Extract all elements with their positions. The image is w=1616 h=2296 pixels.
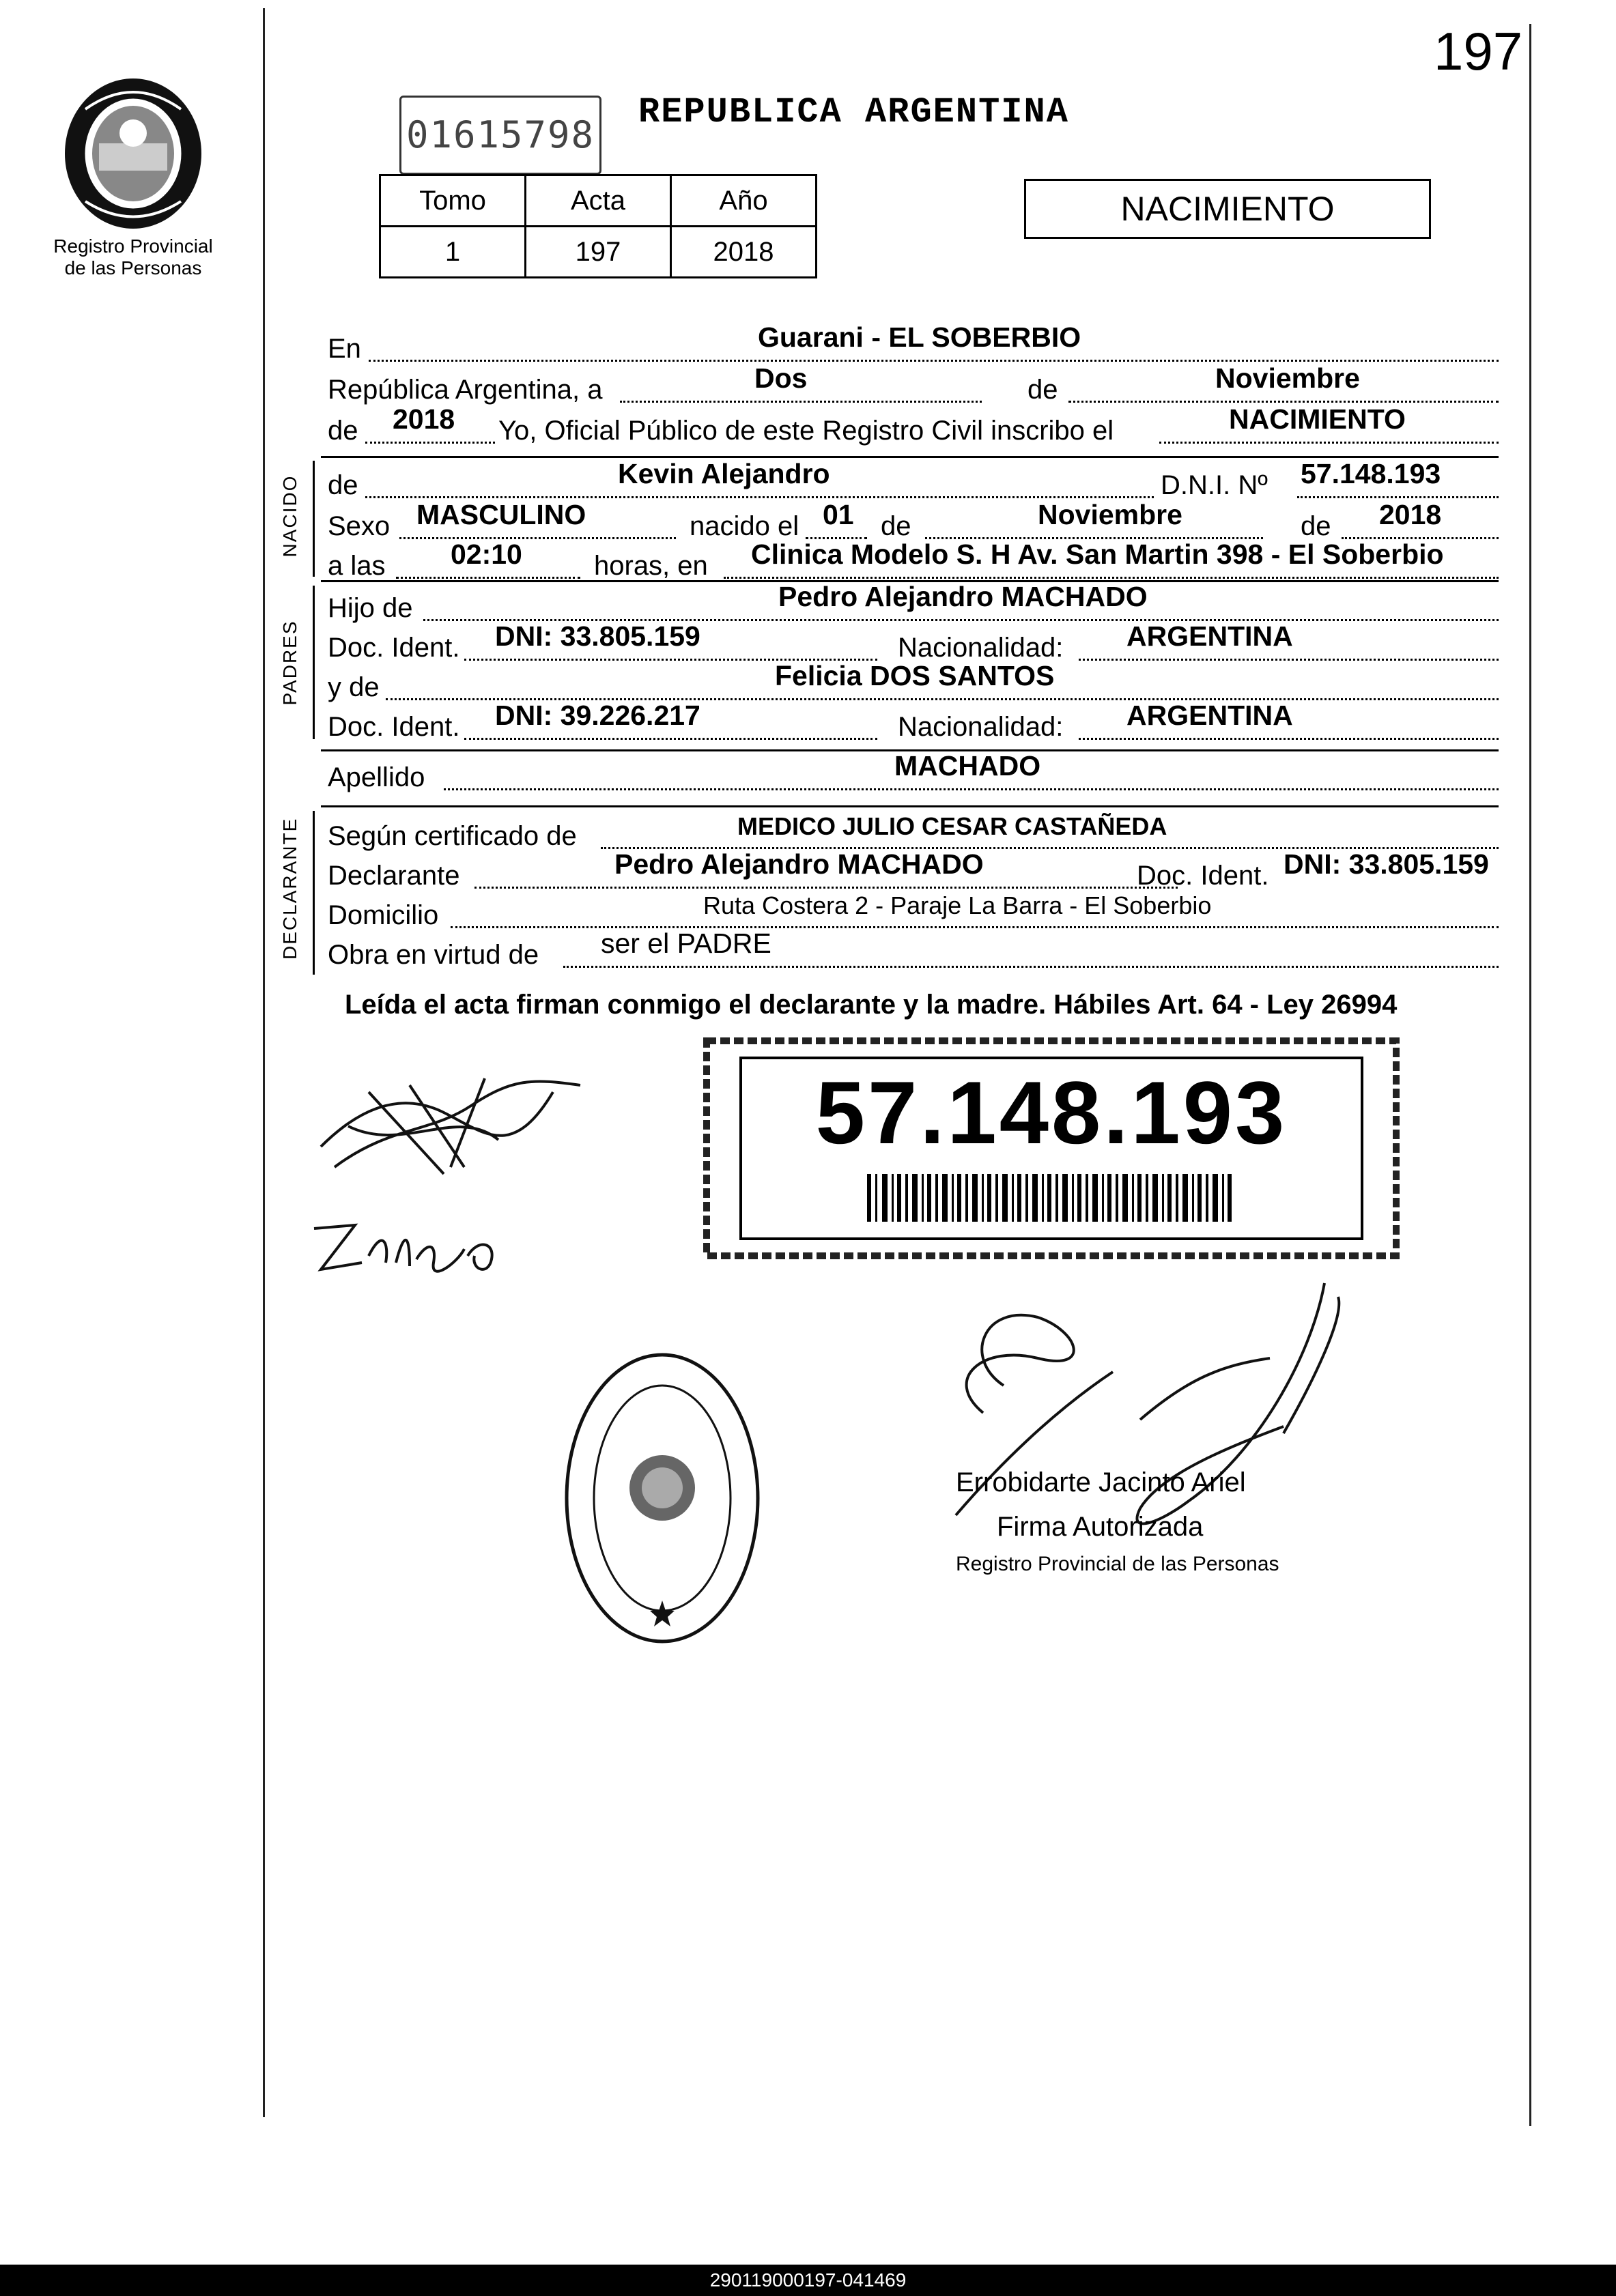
row-mother-doc: [328, 700, 1499, 747]
header-ano: Año: [671, 175, 817, 227]
obra-label: Obra en virtud de: [328, 940, 539, 970]
row-obra: [328, 928, 1499, 975]
row-apellido: [328, 750, 1499, 797]
value-ano: 2018: [671, 227, 817, 278]
declarante-name: Pedro Alejandro MACHADO: [614, 848, 984, 880]
record-type-box: NACIMIENTO: [1024, 179, 1431, 239]
intro-place: Guarani - EL SOBERBIO: [758, 321, 1081, 353]
mother-doc-label: Doc. Ident.: [328, 712, 460, 742]
father-doc: DNI: 33.805.159: [495, 620, 700, 652]
page-number: 197: [1434, 21, 1523, 81]
official-org: Registro Provincial de las Personas: [956, 1553, 1279, 1575]
declarante-label: Declarante: [328, 861, 460, 891]
mother-name: Felicia DOS SANTOS: [775, 660, 1055, 691]
sexo-label: Sexo: [328, 511, 391, 541]
dni-label: D.N.I. Nº: [1161, 470, 1268, 500]
y-de-label: y de: [328, 672, 380, 702]
intro-event: NACIMIENTO: [1229, 403, 1406, 435]
domicilio-label: Domicilio: [328, 900, 439, 930]
domicilio-value: Ruta Costera 2 - Paraje La Barra - El Soberbio: [703, 891, 1212, 919]
child-sex: MASCULINO: [416, 499, 586, 530]
father-doc-label: Doc. Ident.: [328, 633, 460, 663]
mother-nat-label: Nacionalidad:: [898, 712, 1064, 742]
apellido-label: Apellido: [328, 762, 425, 792]
value-tomo: 1: [380, 227, 526, 278]
child-dni: 57.148.193: [1301, 458, 1441, 489]
birth-place: Clinica Modelo S. H Av. San Martin 398 - El Soberbio: [751, 539, 1444, 570]
intro-de2-label: de: [328, 416, 358, 446]
child-name: Kevin Alejandro: [618, 458, 830, 489]
birth-time: 02:10: [451, 539, 522, 570]
nacido-de3-label: de: [1301, 511, 1331, 541]
country-title: REPUBLICA ARGENTINA: [638, 92, 1069, 132]
serial-number-stamp: 01615798: [399, 96, 601, 175]
declarant-signature: [307, 1065, 594, 1188]
birth-day: 01: [823, 499, 854, 530]
intro-de-label: de: [1027, 375, 1058, 405]
province-logo: [58, 68, 208, 232]
apellido-value: MACHADO: [894, 750, 1041, 781]
logo-caption: [41, 235, 225, 279]
certificado-value: MEDICO JULIO CESAR CASTAÑEDA: [737, 812, 1167, 840]
nacido-de2-label: de: [881, 511, 911, 541]
dni-sticker-number: 57.148.193: [815, 1063, 1288, 1162]
logo-caption-line1: Registro Provincial: [53, 235, 213, 257]
nacido-el-label: nacido el: [690, 511, 799, 541]
declarante-doc: DNI: 33.805.159: [1284, 848, 1489, 880]
mother-signature: [307, 1201, 505, 1283]
republica-label: República Argentina, a: [328, 375, 603, 405]
birth-year: 2018: [1379, 499, 1442, 530]
header-tomo: Tomo: [380, 175, 526, 227]
official-role: Firma Autorizada: [997, 1512, 1204, 1542]
father-nat-label: Nacionalidad:: [898, 633, 1064, 663]
section-declarante-label: DECLARANTE: [279, 817, 300, 960]
row-declarante: [328, 848, 1499, 895]
horas-en-label: horas, en: [594, 551, 708, 581]
nacido-de-label: de: [328, 470, 358, 500]
father-name: Pedro Alejandro MACHADO: [778, 581, 1148, 612]
logo-caption-line2: de las Personas: [64, 257, 202, 278]
obra-value: ser el PADRE: [601, 928, 771, 959]
birth-month: Noviembre: [1038, 499, 1182, 530]
mother-doc: DNI: 39.226.217: [495, 700, 700, 731]
yo-label: Yo, Oficial Público de este Registro Civil inscribo el: [498, 416, 1114, 446]
row-time-place: [328, 539, 1499, 586]
registry-table: [379, 174, 817, 278]
mother-nationality: ARGENTINA: [1126, 700, 1293, 731]
closing-statement: Leída el acta firman conmigo el declarante y la madre. Hábiles Art. 64 - Ley 26994: [345, 990, 1398, 1020]
a-las-label: a las: [328, 551, 386, 581]
intro-day: Dos: [754, 362, 808, 394]
certificado-label: Según certificado de: [328, 821, 577, 851]
official-name: Errobidarte Jacinto Ariel: [956, 1467, 1246, 1497]
intro-month: Noviembre: [1215, 362, 1360, 394]
official-stamp: [560, 1348, 765, 1648]
left-margin-rule: [263, 8, 265, 2117]
en-label: En: [328, 334, 361, 364]
value-acta: 197: [526, 227, 671, 278]
father-nationality: ARGENTINA: [1126, 620, 1293, 652]
official-signature: [901, 1276, 1434, 1590]
right-margin-rule: [1529, 24, 1531, 2126]
row-year-event: [328, 403, 1499, 450]
section-nacido-label: NACIDO: [279, 474, 300, 558]
section-padres-label: PADRES: [279, 620, 300, 706]
row-domicilio: [328, 891, 1499, 935]
header-acta: Acta: [526, 175, 671, 227]
hijo-de-label: Hijo de: [328, 593, 413, 623]
footer-code: 290119000197-041469: [0, 2265, 1616, 2296]
declarante-doc-label: Doc. Ident.: [1137, 861, 1269, 891]
intro-year: 2018: [393, 403, 455, 435]
